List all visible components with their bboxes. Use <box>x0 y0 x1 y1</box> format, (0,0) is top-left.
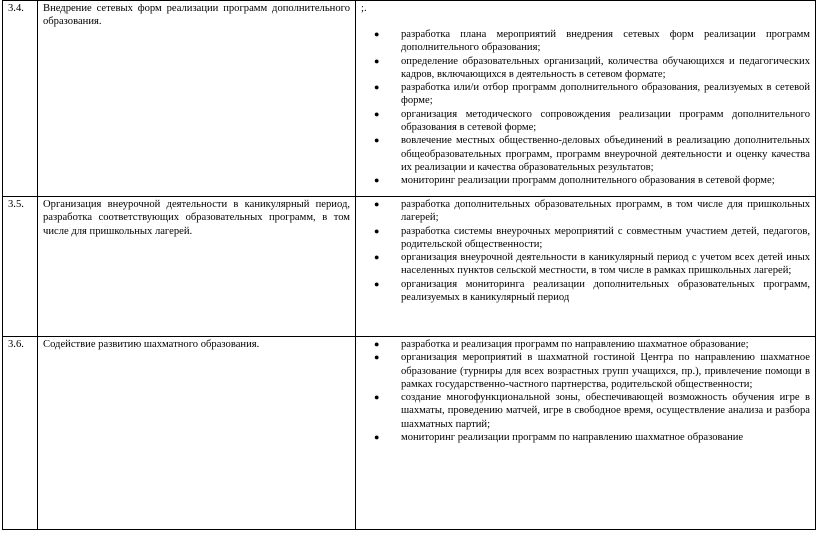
list-item <box>361 251 810 278</box>
row-activities <box>356 1 816 197</box>
row-number: 3.4. <box>3 1 38 197</box>
list-item-text: мониторинг реализации программ дополнительного образования в сетевой форме; <box>401 175 775 187</box>
list-item-text: разработка дополнительных образовательных программ, в том числе для пришкольных лагерей; <box>401 199 810 224</box>
bullet-icon: ● <box>374 108 380 119</box>
list-item-text: вовлечение местных общественно-деловых объединений в реализацию дополнительных общеобразовательных программ, программ внеурочной деятельности и оценку качества их реализации и качества образовательных результатов; <box>401 135 810 173</box>
row-title-text: Содействие развитию шахматного образования. <box>43 339 260 350</box>
table-row <box>3 337 816 530</box>
bullet-icon: ● <box>374 339 380 349</box>
row-number: 3.6. <box>3 337 38 530</box>
bullet-icon: ● <box>374 82 380 93</box>
table-row <box>3 1 816 197</box>
list-item <box>361 351 810 391</box>
list-item <box>361 108 810 135</box>
row-lead-text: ;. <box>361 3 367 14</box>
list-item <box>361 225 810 252</box>
list-item-text: организация внеурочной деятельности в каникулярный период с учетом всех детей иных населенных пунктов сельской местности, в том числе в рамках пришкольных лагерей; <box>401 252 810 277</box>
list-item <box>361 81 810 108</box>
activity-list <box>361 28 810 188</box>
list-item-text: разработка плана мероприятий внедрения сетевых форм реализации программ дополнительного образования; <box>401 29 810 54</box>
list-item <box>361 338 810 351</box>
list-item-text: разработка и реализация программ по направлению шахматное образование; <box>401 339 749 350</box>
bullet-icon: ● <box>374 278 380 289</box>
list-item <box>361 198 810 225</box>
row-title <box>38 197 356 337</box>
row-title-text: Внедрение сетевых форм реализации программ дополнительного образования. <box>43 3 350 28</box>
list-item-text: разработка системы внеурочных мероприятий с совместным участием детей, педагогов, родительской общественности; <box>401 225 810 250</box>
row-number: 3.5. <box>3 197 38 337</box>
table-row <box>3 197 816 337</box>
bullet-icon: ● <box>374 29 380 39</box>
list-item <box>361 391 810 431</box>
list-item <box>361 174 810 187</box>
list-item <box>361 431 810 444</box>
list-item-text: организация методического сопровождения реализации программ дополнительного образования в сетевой форме; <box>401 108 810 134</box>
bullet-icon: ● <box>374 225 380 236</box>
bullet-icon: ● <box>374 392 380 403</box>
bullet-icon: ● <box>374 432 380 443</box>
row-activities <box>356 197 816 337</box>
list-item-text: разработка или/и отбор программ дополнительного образования, реализуемых в сетевой форме; <box>401 82 810 107</box>
list-item <box>361 28 810 55</box>
bullet-icon: ● <box>374 252 380 263</box>
list-item-text: организация мероприятий в шахматной гостиной Центра по направлению шахматное образование (турниры для всех возрастных групп учащихся, пр.), привлечение помощи в рамках государственно-частного партнерства, родительской общественности; <box>401 352 810 390</box>
row-title-text: Организация внеурочной деятельности в каникулярный период, разработка соответствующих образовательных программ, в том числе для пришкольных лагерей. <box>43 199 350 237</box>
row-title <box>38 337 356 530</box>
list-item <box>361 55 810 82</box>
list-item <box>361 134 810 174</box>
bullet-icon: ● <box>374 135 380 146</box>
bullet-icon: ● <box>374 352 380 363</box>
activity-list <box>361 198 810 304</box>
row-activities <box>356 337 816 530</box>
plan-table <box>2 0 816 530</box>
bullet-icon: ● <box>374 175 380 186</box>
row-title <box>38 1 356 197</box>
bullet-icon: ● <box>374 55 380 66</box>
list-item-text: создание многофункциональной зоны, обеспечивающей возможность обучения игре в шахматы, проведению матчей, игре в свободное время, осуществление анализа и разбора шахматных партий; <box>401 392 810 430</box>
bullet-icon: ● <box>374 199 380 209</box>
activity-list <box>361 338 810 444</box>
list-item-text: организация мониторинга реализации дополнительных образовательных программ, реализуемых в каникулярный период <box>401 278 810 304</box>
list-item <box>361 278 810 305</box>
list-item-text: определение образовательных организаций, количества обучающихся и педагогических кадров, включающихся в деятельность в сетевом формате; <box>401 55 810 80</box>
list-item-text: мониторинг реализации программ по направлению шахматное образование <box>401 432 744 444</box>
